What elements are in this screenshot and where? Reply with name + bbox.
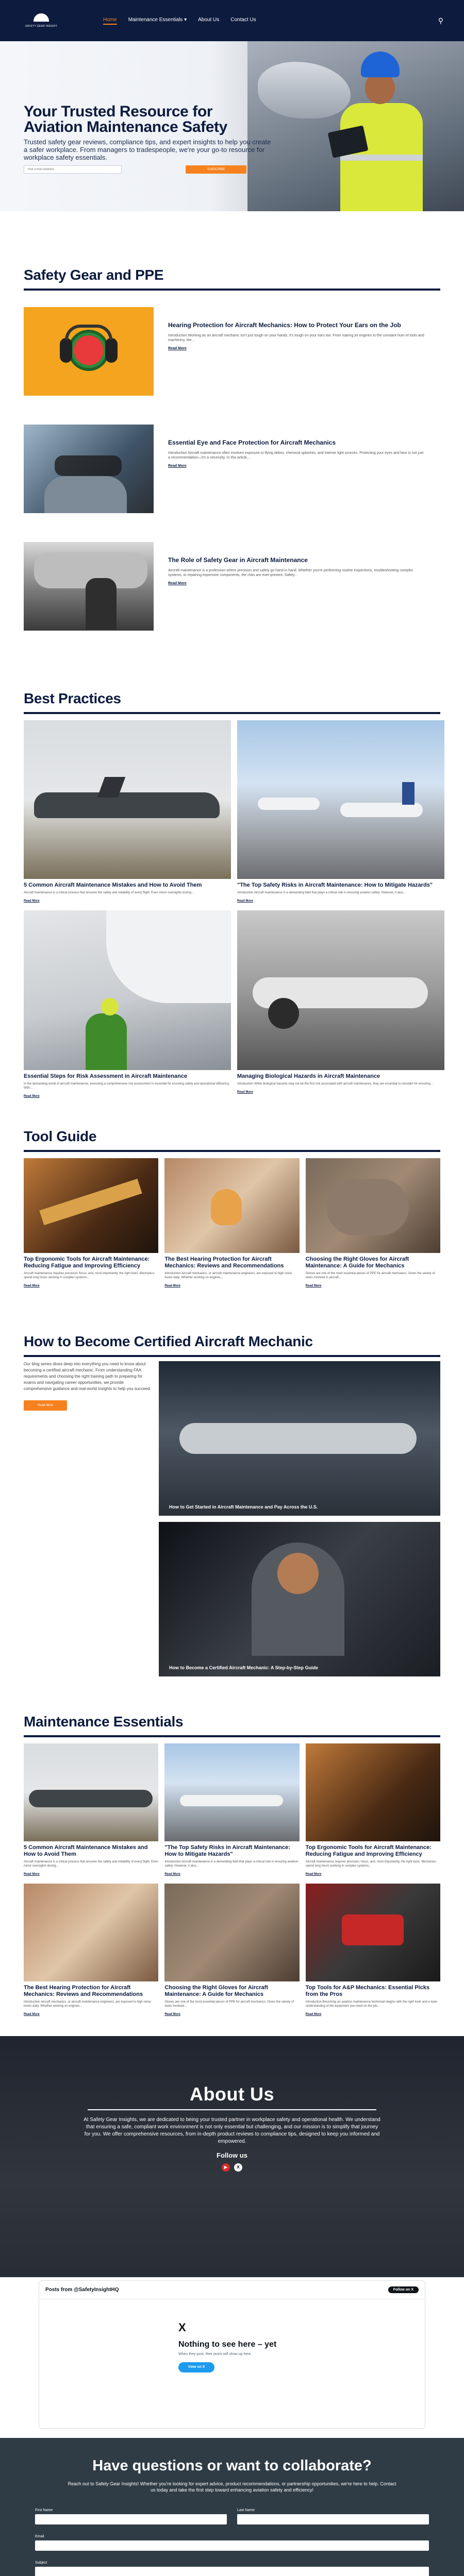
article-thumbnail[interactable] [24,307,154,396]
card-image[interactable] [24,720,231,879]
essentials-card[interactable] [306,1884,440,2018]
subject-input[interactable] [35,2567,429,2576]
hero-subscribe-button[interactable]: SUBSCRIBE [186,165,246,174]
card-image[interactable] [24,1743,158,1841]
card-image[interactable] [24,1884,158,1981]
essentials-card[interactable] [164,1743,299,1877]
read-more-link[interactable]: Read More [24,1095,40,1098]
last-name-input[interactable] [237,2514,429,2524]
card-title[interactable]: Choosing the Right Gloves for Aircraft Maintenance: A Guide for Mechanics [164,1985,268,1997]
certification-title: How to Become Certified Aircraft Mechanic [24,1333,313,1349]
card-excerpt: Aircraft maintenance requires precision, focus, and, most importantly, the right tools. Mechanics spend long hours working in complex systems... [305,1860,436,1868]
main-nav [103,17,256,25]
section-divider [24,712,440,714]
card-title[interactable]: Essential Steps for Risk Assessment in Aircraft Maintenance [24,1073,188,1079]
article-text [168,418,426,469]
certification-text: Our blog series dives deep into everything you need to know about becoming a certified aircraft mechanic. From understanding FAA requirements and choosing the right training path to preparing for exams and navigating career opportunities, we provide comprehensive guidance and real-world insights to help you succeed. [24,1362,151,1391]
ppe-article[interactable] [24,418,440,519]
best-practice-card[interactable] [237,720,444,904]
card-image[interactable] [237,720,444,879]
hero-content [24,104,271,174]
card-excerpt: Introduction Aircraft mechanics, or aircraft maintenance engineers, are exposed to high noise levels daily. Whether working on engines... [164,1272,292,1279]
section-divider [24,1150,440,1152]
contact-title: Have questions or want to collaborate? [92,2458,372,2474]
hero-text: Trusted safety gear reviews, compliance tips, and expert insights to help you create a safer workplace. From managers to tradespeople, we're your go-to resource for workplace safety essentials. [24,138,271,161]
card-text [306,1981,440,2018]
card-text [164,1841,299,1877]
hero-section [0,41,464,211]
article-thumbnail[interactable] [24,542,154,631]
card-excerpt: Aircraft maintenance requires precision, focus, and, most importantly, the right tools. Mechanics spend long hours working in complex systems... [24,1272,155,1279]
read-more-link[interactable]: Read More [305,1284,322,1287]
tool-card[interactable] [164,1158,299,1289]
card-excerpt: In the demanding world of aircraft maintenance, executing a comprehensive risk assessment is essential for ensuring safety and operational efficiency. With... [24,1082,230,1090]
card-text [24,1070,231,1099]
section-divider [24,1735,440,1737]
read-more-link[interactable]: Read More [164,2013,181,2016]
card-title[interactable]: The Best Hearing Protection for Aircraft Mechanics: Reviews and Recommendations [164,1256,284,1269]
follow-us-label: Follow us [217,2151,247,2159]
certification-card[interactable] [159,1361,440,1516]
card-image[interactable] [306,1884,440,1981]
maintenance-essentials-title: Maintenance Essentials [24,1714,184,1730]
article-excerpt: Aircraft maintenance is a profession where precision and safety go hand in hand. Whether you're performing routine inspections, troubleshooting complex systems, or repairing expensive components, the risks are ever-present. Safety... [168,569,413,577]
card-excerpt: Gloves are one of the most essential pieces of PPE for aircraft mechanics. Given the variety of tasks involved... [164,2001,294,2008]
card-title[interactable]: Top Tools for A&P Mechanics: Essential Picks from the Pros [305,1985,430,1997]
card-excerpt: Introduction Aircraft maintenance is a demanding field that plays a critical role in ensuring aviation safety. However, it also... [237,891,406,894]
card-title[interactable]: Choosing the Right Gloves for Aircraft Maintenance: A Guide for Mechanics [305,1256,409,1269]
email-input[interactable] [35,2540,429,2551]
ppe-article[interactable] [24,536,440,637]
card-image[interactable] [164,1884,299,1981]
card-excerpt: Introduction Aircraft mechanics, or aircraft maintenance engineers, are exposed to high noise levels daily. Whether working on engines... [24,2001,151,2008]
card-image[interactable] [237,910,444,1070]
article-title[interactable]: Hearing Protection for Aircraft Mechanics: How to Protect Your Ears on the Job [168,321,401,329]
contact-lead: Reach out to Safety Gear Insights! Whether you're looking for expert advice, product recommendations, or partnership opportunities, we're here to help. Contact us today and take the first step toward enhancing aviation safety and efficiency! [68,2481,396,2493]
twitter-empty-title: Nothing to see here – yet [178,2340,277,2349]
best-practice-card[interactable] [24,720,231,904]
section-divider [24,1355,440,1357]
card-title[interactable]: The Best Hearing Protection for Aircraft Mechanics: Reviews and Recommendations [24,1985,143,1997]
youtube-icon[interactable]: ▶ [222,2163,230,2172]
view-on-x-button[interactable]: View on X [178,2362,214,2372]
ppe-section [0,267,464,637]
card-title[interactable]: 5 Common Aircraft Maintenance Mistakes and How to Avoid Them [24,1844,148,1857]
search-icon[interactable]: ⚲ [438,16,443,25]
read-more-link[interactable]: Read More [168,464,187,468]
x-logo-icon: X [178,2321,186,2334]
logo-mark [31,13,51,24]
article-text [168,301,426,352]
article-title[interactable]: Essential Eye and Face Protection for Aircraft Mechanics [168,439,336,446]
card-excerpt: Introduction Becoming an aviation maintenance technician begins with the right tools and a keen understanding of the equipment you need on the job... [305,2001,438,2008]
essentials-card[interactable] [24,1743,158,1877]
card-image[interactable] [24,910,231,1070]
site-header [0,0,464,41]
about-title: About Us [190,2083,274,2105]
card-excerpt: Introduction While biological hazards may not be the first risk associated with aircraft maintenance, they are essential to consider for ensuring... [237,1082,433,1086]
read-more-link[interactable]: Read More [237,900,253,903]
card-image[interactable] [164,1158,299,1253]
card-text [24,879,231,904]
card-excerpt: Aircraft maintenance is a critical process that ensures the safety and reliability of every flight. Even minor oversights during... [24,891,194,894]
nav-about-us[interactable]: About Us [198,16,220,23]
card-excerpt: Aircraft maintenance is a critical process that ensures the safety and reliability of every flight. Even minor oversights during... [24,1860,158,1868]
nav-contact-us[interactable]: Contact Us [230,16,256,23]
site-logo[interactable] [21,13,62,28]
read-more-link[interactable]: Read More [305,2013,322,2016]
hero-email-input[interactable] [24,165,122,174]
read-more-link[interactable]: Read More [24,1284,40,1287]
last-name-label: Last Name [237,2509,255,2512]
card-title[interactable]: "The Top Safety Risks in Aircraft Maintenance: How to Mitigate Hazards" [237,882,433,888]
best-practice-card[interactable] [237,910,444,1099]
essentials-card[interactable] [164,1884,299,2018]
read-more-link[interactable]: Read More [168,347,187,350]
article-thumbnail[interactable] [24,425,154,513]
essentials-card[interactable] [24,1884,158,2018]
tool-guide-title: Tool Guide [24,1128,97,1144]
read-more-link[interactable]: Read More [24,2013,40,2016]
article-text [168,536,426,587]
certification-card[interactable] [159,1522,440,1676]
follow-on-x-button[interactable]: Follow on X [388,2286,419,2293]
maintenance-essentials-section [0,1714,464,2018]
first-name-label: First Name [35,2509,53,2512]
card-text [24,1981,158,2018]
best-practice-card[interactable] [24,910,231,1099]
hero-subscribe-form [24,165,271,174]
card-title[interactable]: "The Top Safety Risks in Aircraft Maintenance: How to Mitigate Hazards" [164,1844,290,1857]
ppe-section-title: Safety Gear and PPE [24,267,164,283]
nav-home[interactable]: Home [103,17,117,25]
read-more-link[interactable]: Read More [164,1873,181,1876]
card-title[interactable]: Top Ergonomic Tools for Aircraft Maintenance: Reducing Fatigue and Improving Efficiency [305,1844,432,1857]
article-excerpt: Introduction Aircraft maintenance often involves exposure to flying debris, chemical splashes, and intense light sources. Protecting your eyes and face is not just a recommendation—it's a necessity. In this article,... [168,451,424,460]
read-more-link[interactable]: Read More [24,1873,40,1876]
section-divider [24,289,440,291]
card-excerpt: Introduction Aircraft maintenance is a demanding field that plays a critical role in ensuring aviation safety. However, it also... [164,1860,299,1868]
ppe-article[interactable] [24,301,440,402]
best-practices-title: Best Practices [24,690,121,706]
card-text [164,1253,299,1289]
twitter-empty-text: When they post, their posts will show up here. [178,2352,252,2356]
about-section [0,2036,464,2277]
contact-section [0,2438,464,2576]
nav-maintenance-essentials[interactable]: Maintenance Essentials ▾ [128,16,187,23]
about-divider [88,2109,376,2110]
essentials-card[interactable] [306,1743,440,1877]
card-text [306,1253,440,1289]
x-icon[interactable]: X [234,2163,242,2172]
card-title[interactable]: Managing Biological Hazards in Aircraft Maintenance [237,1073,380,1079]
certification-intro [24,1361,153,1676]
article-title[interactable]: The Role of Safety Gear in Aircraft Maintenance [168,556,308,564]
subject-label: Subject [35,2561,47,2565]
tool-guide-section [0,1128,464,1289]
card-text [24,1253,158,1289]
tool-card[interactable] [306,1158,440,1289]
email-label: Email [35,2535,44,2538]
card-image[interactable] [164,1743,299,1841]
about-text: At Safety Gear Insights, we are dedicated to being your trusted partner in workplace safety and operational health. We understand that ensuring a safe, compliant work environment is not only essential but challenging, and our mission is to simplify that journey for you. We offer comprehensive resources, from in-depth product reviews to compliance tips, designed to keep you informed and empowered. [84,2117,380,2144]
logo-text: SAFETY GEAR INSIGHT [25,25,58,28]
card-text [237,1070,444,1095]
hero-worker-image [335,52,423,211]
best-practices-section [0,690,464,1099]
about-social-links [0,2163,464,2172]
article-excerpt: Introduction Working as an aircraft mechanic isn't just tough on your hands, it's tough on your ears too. From roaring jet engines to the constant hum of tools and machinery, the... [168,334,424,342]
card-text [24,1841,158,1877]
twitter-embed [39,2280,425,2429]
certification-read-more-button[interactable]: Read More [24,1400,67,1411]
card-image[interactable] [306,1743,440,1841]
read-more-link[interactable]: Read More [237,1091,253,1094]
card-image[interactable] [24,1158,158,1253]
read-more-link[interactable]: Read More [305,1873,322,1876]
card-caption[interactable]: How to Get Started in Aircraft Maintenance and Pay Across the U.S. [169,1504,318,1510]
card-title[interactable]: 5 Common Aircraft Maintenance Mistakes and How to Avoid Them [24,882,202,888]
card-text [306,1841,440,1877]
hero-title: Your Trusted Resource for Aviation Maintenance Safety [24,103,227,135]
card-text [164,1981,299,2018]
card-image[interactable] [306,1158,440,1253]
card-title[interactable]: Top Ergonomic Tools for Aircraft Maintenance: Reducing Fatigue and Improving Efficiency [24,1256,150,1269]
read-more-link[interactable]: Read More [168,582,187,585]
card-excerpt: Gloves are one of the most essential pieces of PPE for aircraft mechanics. Given the variety of tasks involved in aircraft... [305,1272,435,1279]
tool-card[interactable] [24,1158,158,1289]
card-caption[interactable]: How to Become a Certified Aircraft Mechanic: A Step-by-Step Guide [169,1665,319,1670]
twitter-embed-title: Posts from @SafetyInsightHQ [45,2287,119,2293]
first-name-input[interactable] [35,2514,227,2524]
certification-section [0,1333,464,1676]
card-text [237,879,444,904]
read-more-link[interactable]: Read More [24,900,40,903]
read-more-link[interactable]: Read More [164,1284,181,1287]
